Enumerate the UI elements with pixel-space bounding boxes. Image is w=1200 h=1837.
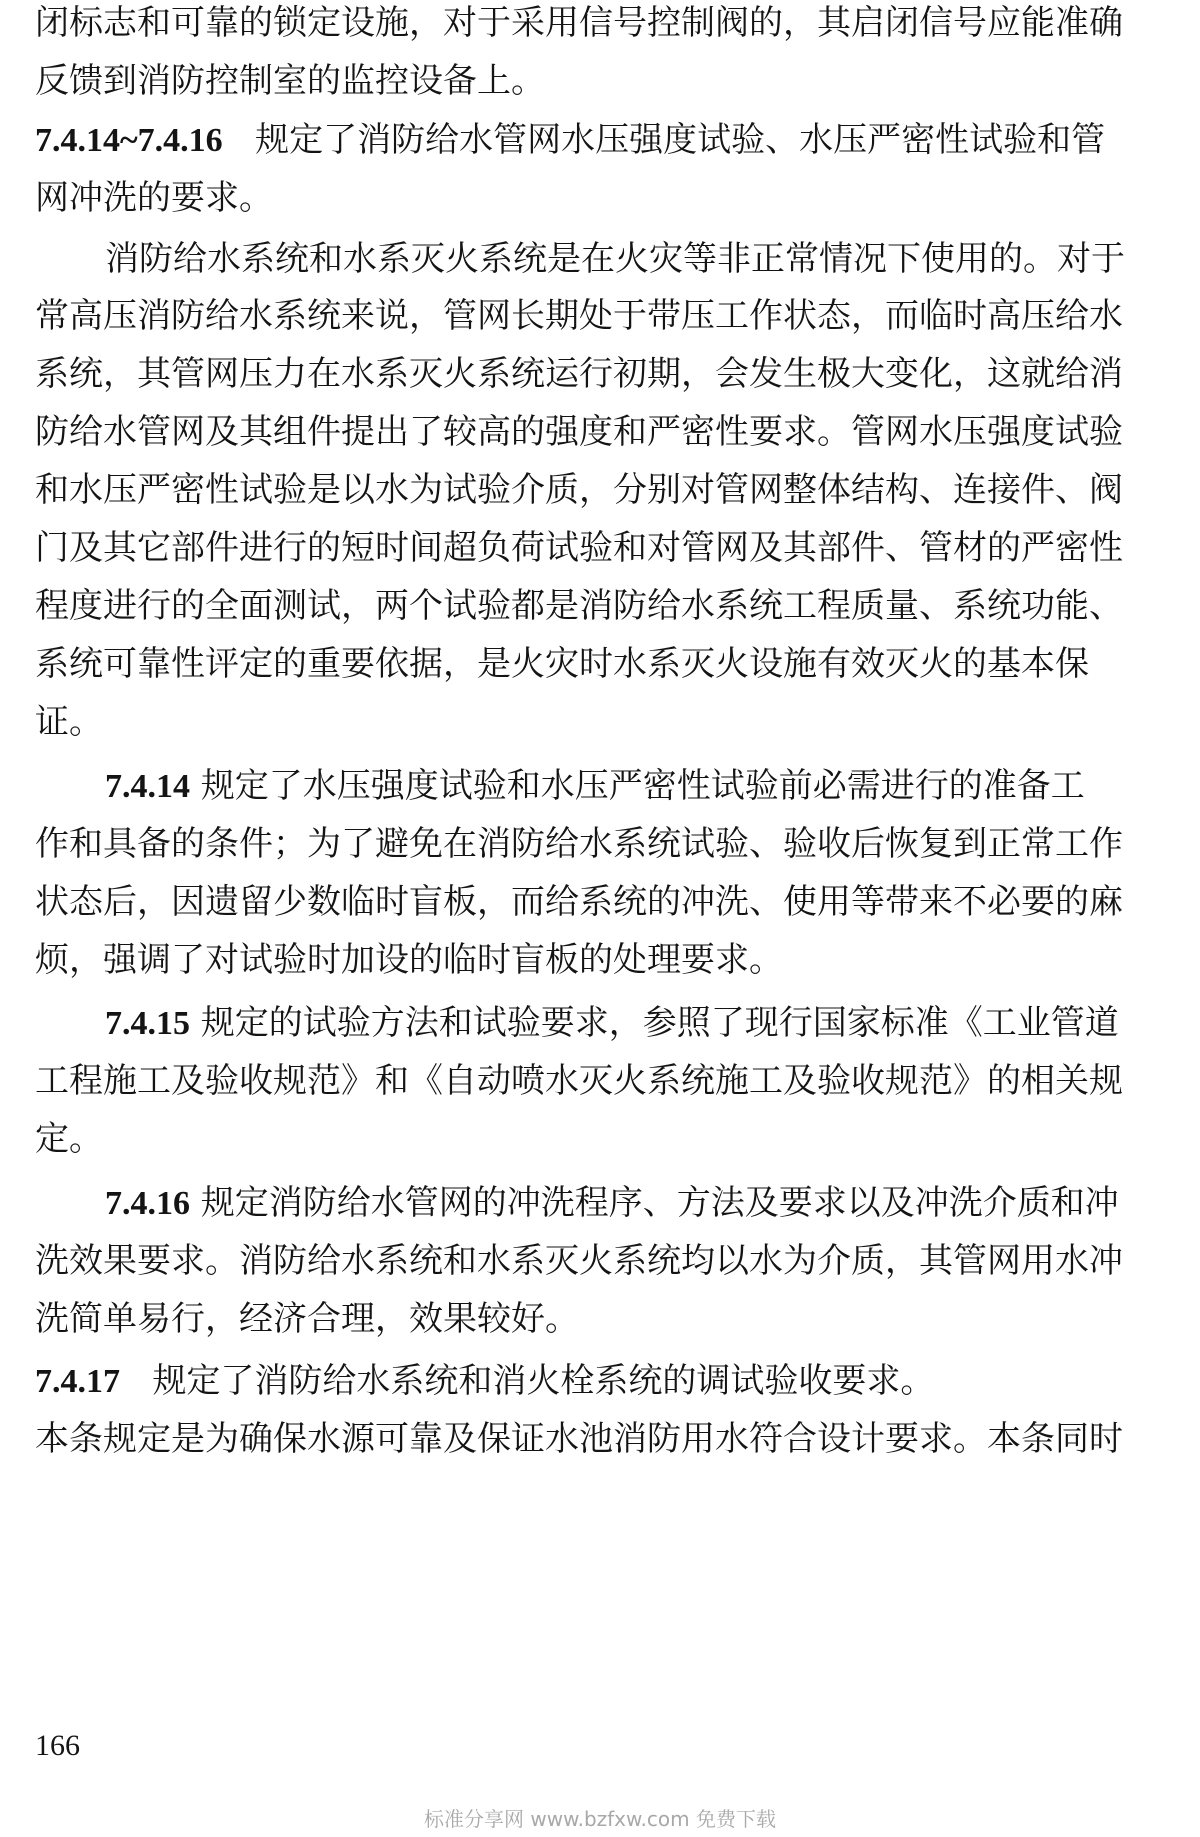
text-line: 常高压消防给水系统来说，管网长期处于带压工作状态，而临时高压给水 [35, 296, 1123, 336]
clause-7-4-16 [105, 1180, 1119, 1226]
text-line: 系统可靠性评定的重要依据，是火灾时水系灭火设施有效灭火的基本保 [35, 644, 1089, 684]
watermark: 标准分享网 www.bzfxw.com 免费下载 [424, 1807, 776, 1831]
text-line: 和水压严密性试验是以水为试验介质，分别对管网整体结构、连接件、阀 [35, 470, 1123, 510]
text-line: 门及其它部件进行的短时间超负荷试验和对管网及其部件、管材的严密性 [35, 528, 1123, 568]
clause-7-4-17 [35, 1358, 934, 1404]
clause-number: 7.4.15 [105, 1005, 190, 1042]
paragraph-first-line: 消防给水系统和水系灭火系统是在火灾等非正常情况下使用的。对于 [105, 239, 1125, 279]
text-line: 定。 [35, 1119, 103, 1159]
clause-number: 7.4.14~7.4.16 [35, 122, 223, 159]
clause-text: 规定了消防给水管网水压强度试验、水压严密性试验和管 [255, 120, 1106, 160]
clause-7-4-15 [105, 1000, 1119, 1046]
text-line: 作和具备的条件；为了避免在消防给水系统试验、验收后恢复到正常工作 [35, 824, 1123, 864]
clause-number: 7.4.17 [35, 1363, 120, 1400]
text-line: 状态后，因遗留少数临时盲板，而给系统的冲洗、使用等带来不必要的麻 [35, 882, 1123, 922]
text-line: 系统，其管网压力在水系灭火系统运行初期，会发生极大变化，这就给消 [35, 354, 1123, 394]
page-number: 166 [35, 1729, 80, 1762]
text-line: 烦，强调了对试验时加设的临时盲板的处理要求。 [35, 940, 783, 980]
text-line: 证。 [35, 702, 103, 742]
clause-text: 规定的试验方法和试验要求，参照了现行国家标准《工业管道 [200, 1003, 1119, 1043]
text-line: 程度进行的全面测试，两个试验都是消防给水系统工程质量、系统功能、 [35, 586, 1123, 626]
text-line: 防给水管网及其组件提出了较高的强度和严密性要求。管网水压强度试验 [35, 412, 1123, 452]
clause-text: 规定了水压强度试验和水压严密性试验前必需进行的准备工 [200, 766, 1085, 806]
text-line: 反馈到消防控制室的监控设备上。 [35, 61, 545, 101]
text-line: 本条规定是为确保水源可靠及保证水池消防用水符合设计要求。本条同时 [35, 1419, 1123, 1459]
clause-number: 7.4.14 [105, 768, 190, 805]
text-line: 闭标志和可靠的锁定设施，对于采用信号控制阀的，其启闭信号应能准确 [35, 3, 1123, 43]
clause-number: 7.4.16 [105, 1185, 190, 1222]
clause-7-4-14 [105, 763, 1085, 809]
text-line: 洗简单易行，经济合理，效果较好。 [35, 1299, 579, 1339]
text-line: 工程施工及验收规范》和《自动喷水灭火系统施工及验收规范》的相关规 [35, 1061, 1123, 1101]
clause-heading-7-4-14-16 [35, 117, 1105, 163]
clause-text: 规定消防给水管网的冲洗程序、方法及要求以及冲洗介质和冲 [200, 1183, 1119, 1223]
text-line: 洗效果要求。消防给水系统和水系灭火系统均以水为介质，其管网用水冲 [35, 1241, 1123, 1281]
clause-text: 规定了消防给水系统和消火栓系统的调试验收要求。 [152, 1361, 935, 1401]
text-line: 网冲洗的要求。 [35, 178, 273, 218]
